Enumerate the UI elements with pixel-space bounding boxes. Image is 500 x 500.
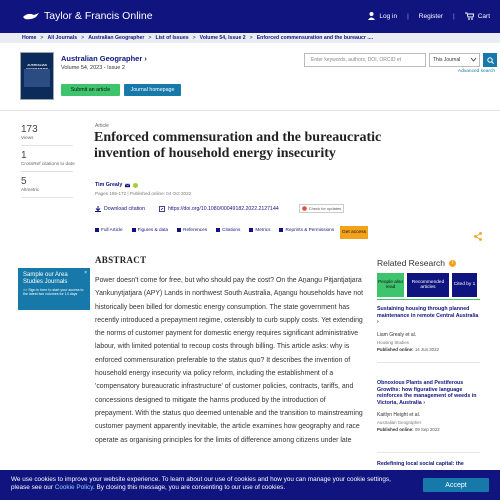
- cart-link[interactable]: [465, 12, 490, 20]
- metric-crossref[interactable]: [21, 150, 81, 167]
- accept-cookies-button[interactable]: Accept: [423, 478, 489, 492]
- doi-label: https://doi.org/10.1080/00049182.2022.2127144: [167, 205, 279, 212]
- author-name[interactable]: Tim Grealy: [95, 182, 123, 188]
- tab-label: Citations: [222, 227, 241, 232]
- related-item-title[interactable]: Obnoxious Plants and Pestiferous Growths: how figurative language reinforces the management of weeds in Victoria, Australia ›: [377, 380, 477, 406]
- doi-link[interactable]: [159, 206, 279, 212]
- advanced-search-link[interactable]: Advanced search: [458, 69, 496, 74]
- published-date: 14 Jun 2022: [414, 346, 439, 352]
- citation-row: [95, 204, 344, 213]
- tab-metrics[interactable]: [249, 227, 270, 232]
- submit-article-button[interactable]: Submit an article: [61, 84, 120, 96]
- metric-divider: [21, 171, 73, 172]
- tab-label: Reprints & Permissions: [285, 227, 335, 232]
- published-label: Published online:: [377, 427, 414, 433]
- user-nav: [368, 12, 490, 20]
- related-item-published: [377, 347, 480, 352]
- related-item-title[interactable]: Redefining local social capital: the: [377, 461, 464, 467]
- metric-divider: [21, 145, 73, 146]
- cover-image: [24, 69, 50, 87]
- print-icon: [279, 228, 283, 232]
- crossmark-icon: [302, 206, 307, 211]
- tab-label: References: [183, 227, 208, 232]
- search-input[interactable]: Enter keywords, authors, DOI, ORCID et: [304, 53, 426, 67]
- tab-full-article[interactable]: [95, 227, 123, 232]
- references-icon: [177, 228, 181, 232]
- related-research-heading: [377, 258, 456, 268]
- published-date: 09 Sep 2022: [414, 427, 440, 433]
- related-item-journal: Housing Studies: [377, 339, 409, 345]
- download-icon: [95, 206, 101, 212]
- info-icon[interactable]: i: [449, 260, 456, 267]
- breadcrumb-home[interactable]: Home: [22, 35, 37, 41]
- published-label: Published online:: [377, 346, 414, 352]
- tab-references[interactable]: [177, 227, 207, 232]
- breadcrumb-separator: >: [81, 35, 85, 41]
- metric-value: 5: [21, 176, 27, 187]
- nav-separator: |: [407, 12, 409, 20]
- tab-figures[interactable]: [132, 227, 169, 232]
- journal-title[interactable]: Australian Geographer ›: [61, 54, 147, 63]
- tab-cited-by[interactable]: Cited by 1: [452, 273, 477, 297]
- cookie-text-line1: We use cookies to improve your website experience. To learn about our use of cookies and how you can manage your cookie settings,: [11, 476, 391, 483]
- header-divider: [0, 110, 500, 111]
- sample-journals-promo[interactable]: [18, 268, 90, 310]
- get-access-button[interactable]: Get access: [340, 226, 368, 239]
- email-icon[interactable]: [125, 183, 130, 188]
- share-button[interactable]: [474, 228, 482, 246]
- breadcrumb-all-journals[interactable]: All Journals: [47, 35, 78, 41]
- updates-label: Check for updates: [308, 206, 342, 211]
- tf-logo-icon: [22, 11, 40, 21]
- chevron-down-icon: [471, 58, 476, 62]
- article-title: Enforced commensuration and the bureaucratic invention of household energy insecurity: [94, 130, 382, 161]
- metric-label: Views: [21, 135, 34, 140]
- user-icon: [368, 12, 375, 20]
- quote-icon: [216, 228, 220, 232]
- orcid-icon[interactable]: [133, 183, 138, 188]
- related-item-author: Kaitlyn Height et al.: [377, 412, 421, 419]
- tab-label: Metrics: [255, 227, 271, 232]
- login-label: Log in: [379, 12, 398, 20]
- site-header: [0, 0, 500, 33]
- share-icon: [474, 232, 482, 241]
- metric-label: Altmetric: [21, 187, 40, 192]
- image-icon: [132, 228, 136, 232]
- cart-label: Cart: [477, 12, 490, 20]
- author-line: [95, 182, 138, 188]
- tab-recommended[interactable]: Recommended articles: [407, 273, 449, 297]
- metric-label: CrossRef citations to date: [21, 161, 75, 166]
- breadcrumb-issues[interactable]: List of Issues: [155, 35, 189, 41]
- abstract-text: Power doesn't come for free, but who should pay the cost? On the Aṉangu Pitjantjatjara Yankunytjatjara (APY) Lands in northwest South Australia, Aṉangu households have not historically been billed for domestic energy consumption. The state government has recently introduced a prepayment regime, ostensibly to curb supply costs. Yet extending the norms of customer payment for domestic energy requires significant administrative labour, with limited potential to recoup costs through billing. This article asks: why is enforced commensuration preferable to the status quo? It describes the invention of household energy insecurity via policy reform, including the establishment of a 'compensatory bureaucratic infrastructure' of customer policies, contracts, tariffs, and concessions designed to mitigate the harms produced by the introduction of prepayment. With the status quo deemed untenable and the transition to mainstreaming customer payment apparently inevitable, the article examines how geography and race operate as organising principles for the limits of difference among citizens under late: [95, 277, 364, 444]
- related-item-published: [377, 427, 480, 432]
- journal-volume[interactable]: Volume 54, 2023 - Issue 2: [61, 65, 125, 71]
- site-logo-text: Taylor & Francis Online: [44, 10, 153, 22]
- register-link[interactable]: Register: [418, 12, 444, 20]
- metric-value: 173: [21, 124, 38, 135]
- metric-altmetric[interactable]: [21, 176, 81, 193]
- related-heading-label: Related Research: [377, 258, 446, 268]
- journal-homepage-button[interactable]: Journal homepage: [124, 84, 181, 96]
- download-citation-label: Download citation: [104, 205, 145, 212]
- check-for-updates-badge[interactable]: [299, 204, 344, 213]
- nav-separator: |: [453, 12, 455, 20]
- cookie-text: please see our: [11, 483, 55, 491]
- document-icon: [95, 228, 99, 232]
- login-link[interactable]: [368, 12, 397, 20]
- article-tabs: [95, 227, 343, 232]
- search-scope-select[interactable]: [429, 53, 480, 67]
- promo-subtext: >> Sign in here to start your access to the latest two volumes for 14 days: [23, 288, 84, 297]
- site-logo[interactable]: [22, 10, 153, 22]
- cover-title: AUSTRALIAN: [27, 63, 47, 67]
- tab-label: Full Article: [101, 227, 123, 232]
- breadcrumb: [0, 33, 500, 43]
- cookie-text-line2: [11, 484, 489, 492]
- link-icon: [159, 206, 165, 212]
- promo-heading: Sample our Area Studies Journals: [23, 272, 68, 285]
- metric-divider: [21, 197, 73, 198]
- download-citation-link[interactable]: [95, 206, 145, 212]
- cookie-text: . By closing this message, you are consenting to our use of cookies.: [92, 483, 286, 491]
- search-scope-value: This Journal: [433, 57, 461, 63]
- tab-people-also-read[interactable]: People also read: [377, 273, 404, 297]
- tab-citations[interactable]: [216, 227, 240, 232]
- breadcrumb-separator: >: [148, 35, 152, 41]
- related-item-author: Liam Grealy et al.: [377, 331, 417, 338]
- close-icon[interactable]: ×: [84, 270, 87, 276]
- breadcrumb-current: Enforced commensuration and the bureaucr ....: [256, 35, 374, 41]
- related-item: [377, 306, 480, 363]
- article-metrics: [21, 124, 81, 202]
- article-type: Article: [95, 123, 109, 129]
- search-button[interactable]: [483, 53, 497, 67]
- breadcrumb-separator: >: [40, 35, 44, 41]
- breadcrumb-volume[interactable]: Volume 54, Issue 2: [199, 35, 246, 41]
- breadcrumb-journal[interactable]: Australian Geographer: [88, 35, 145, 41]
- cart-icon: [465, 12, 474, 20]
- related-tab-underline: [377, 299, 480, 300]
- metric-value: 1: [21, 150, 27, 161]
- related-tabs: [377, 273, 480, 297]
- related-item: [377, 380, 480, 453]
- journal-cover[interactable]: [20, 52, 54, 100]
- abstract-heading: ABSTRACT: [95, 255, 147, 265]
- bar-chart-icon: [249, 228, 253, 232]
- cookie-policy-link[interactable]: Cookie Policy: [54, 483, 93, 491]
- related-item-title[interactable]: Sustaining housing through planned maintenance in remote Central Australia ›: [377, 306, 479, 326]
- tab-label: Figures & data: [137, 227, 169, 232]
- related-item-journal: Australian Geographer: [377, 420, 422, 426]
- article-pages: Pages 155-172 | Published online: 04 Oct 2022: [95, 191, 192, 196]
- metric-views[interactable]: [21, 124, 81, 141]
- search-icon: [487, 57, 494, 64]
- tab-reprints[interactable]: [279, 227, 334, 232]
- breadcrumb-separator: >: [192, 35, 196, 41]
- breadcrumb-separator: >: [249, 35, 253, 41]
